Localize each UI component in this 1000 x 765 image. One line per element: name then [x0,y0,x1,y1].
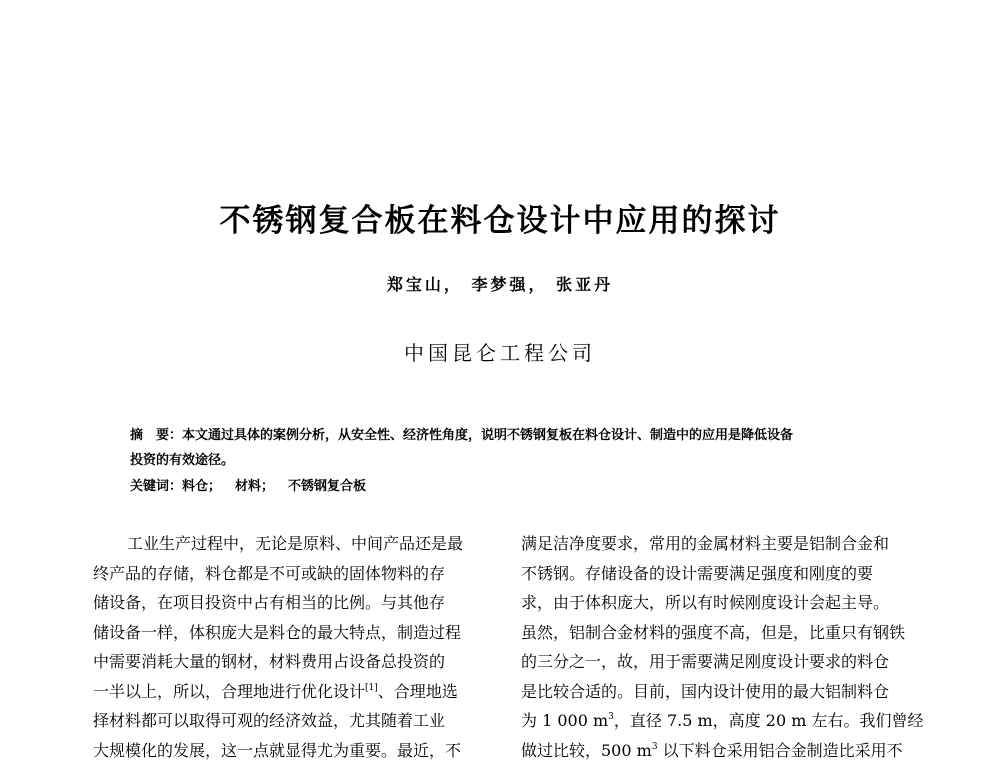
body-text: 以下料仓采用铝合金制造比采用不 [658,741,903,760]
keyword-item: 料仓； [182,479,221,494]
body-line: 虽然，铝制合金材料的强度不高，但是，比重只有钢铁 [521,618,913,648]
superscript: 3 [608,712,614,722]
citation-ref: [1] [365,683,378,693]
body-line: 储设备一样，体积庞大是料仓的最大特点，制造过程 [93,618,485,648]
body-line: 满足洁净度要求，常用的金属材料主要是铝制合金和 [521,529,913,559]
body-line: 的三分之一，故，用于需要满足刚度设计要求的料仓 [521,647,913,677]
body-text: ，直径 7.5 m，高度 20 m 左右。我们曾经 [614,711,924,730]
paper-title: 不锈钢复合板在料仓设计中应用的探讨 [0,195,1000,240]
body-line [521,736,913,765]
abstract [130,423,890,473]
body-line: 求，由于体积庞大，所以有时候刚度设计会起主导。 [521,588,913,618]
body-line: 择材料都可以取得可观的经济效益，尤其随着工业 [93,706,485,736]
affiliation: 中国昆仑工程公司 [0,337,1000,366]
body-text: 为 1 000 m [521,711,608,730]
body-line: 不锈钢。存储设备的设计需要满足强度和刚度的要 [521,559,913,589]
keywords [130,477,890,497]
body-column-right [521,529,913,765]
body-line: 大规模化的发展，这一点就显得尤为重要。最近，不 [93,736,485,765]
keyword-item: 材料； [235,479,274,494]
body-column-left [93,529,485,765]
body-line: 终产品的存储，料仓都是不可或缺的固体物料的存 [93,559,485,589]
body-line: 储设备，在项目投资中占有相当的比例。与其他存 [93,588,485,618]
keywords-label: 关键词： [130,479,182,494]
abstract-text-line1: 本文通过具体的案例分析，从安全性、经济性角度，说明不锈钢复板在料仓设计、制造中的应用是降低设备 [182,428,793,443]
author-list: 郑宝山， 李梦强， 张亚丹 [0,272,1000,295]
body-text: 做过比较，500 m [521,741,652,760]
body-line [521,706,913,736]
body-text: 、合理地选 [378,682,458,701]
abstract-label: 摘 要： [130,428,182,443]
keyword-item: 不锈钢复合板 [288,479,366,494]
body-line: 是比较合适的。目前，国内设计使用的最大铝制料仓 [521,677,913,707]
body-line: 工业生产过程中，无论是原料、中间产品还是最 [93,529,485,559]
body-line: 中需要消耗大量的钢材，材料费用占设备总投资的 [93,647,485,677]
superscript: 3 [652,742,658,752]
abstract-text-line2: 投资的有效途径。 [130,453,234,468]
body-line [93,677,485,707]
body-text: 一半以上，所以，合理地进行优化设计 [93,682,365,701]
